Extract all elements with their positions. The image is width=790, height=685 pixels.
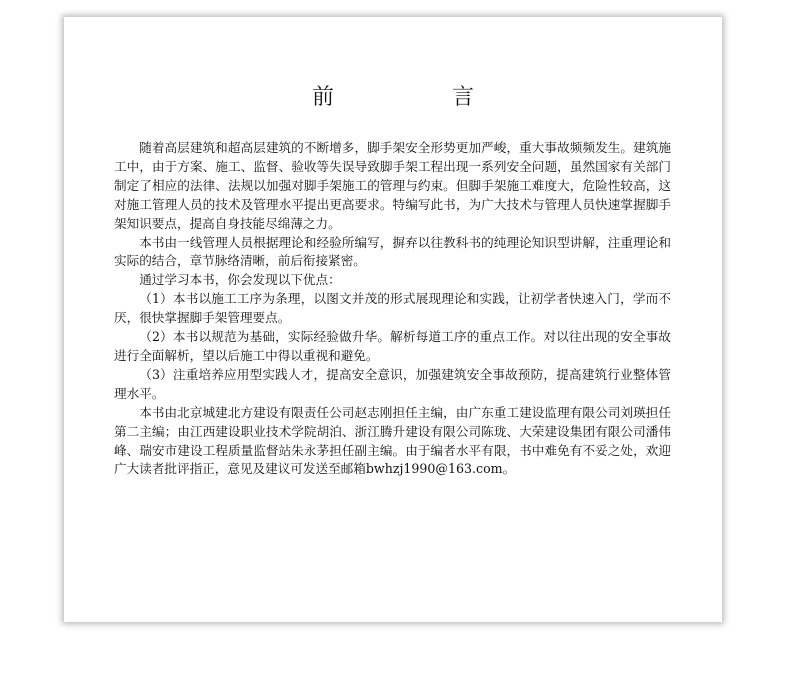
paragraph-advantage-3: （3）注重培养应用型实践人才，提高安全意识，加强建筑安全事故预防，提高建筑行业整体管理水平。 [114, 366, 671, 401]
preface-body [114, 139, 671, 479]
paragraph-advantage-2: （2）本书以规范为基础，实际经验做升华。解析每道工序的重点工作。对以往出现的安全事故进行全面解析，望以后施工中得以重视和避免。 [114, 329, 671, 363]
paragraph-advantage-1: （1）本书以施工工序为条理，以图文并茂的形式展现理论和实践，让初学者快速入门，学而不厌，很快掌握脚手架管理要点。 [114, 291, 671, 326]
page-title: 前 言 [311, 85, 522, 110]
paragraph-advantages-lead: 通过学习本书，你会发现以下优点： [139, 272, 341, 288]
paragraph-intro: 随着高层建筑和超高层建筑的不断增多，脚手架安全形势更加严峻，重大事故频频发生。建筑施工中，由于方案、施工、监督、验收等失误导致脚手架工程出现一系列安全问题，虽然国家有关部门制定了相应的法律、法规以加强对脚手架施工的管理与约束。但脚手架施工难度大，危险性较高，这对施工管理人员的技术及管理水平提出更高要求。特编写此书，为广大技术与管理人员快速掌握脚手架知识要点，提高自身技能尽绵薄之力。 [114, 140, 671, 231]
paragraph-editors: 本书由北京城建北方建设有限责任公司赵志刚担任主编，由广东重工建设监理有限公司刘瑛担任第二主编；由江西建设职业技术学院胡泊、浙江腾升建设有限公司陈珑、大荣建设集团有限公司潘伟峰、瑞安市建设工程质量监督站朱永茅担任副主编。由于编者水平有限，书中难免有不妥之处，欢迎广大读者批评指正，意见及建议可发送至邮箱bwhzj1990@163.com。 [114, 404, 671, 477]
paragraph-authorship: 本书由一线管理人员根据理论和经验所编写，摒弃以往教科书的纯理论知识型讲解，注重理论和实际的结合，章节脉络清晰，前后衔接紧密。 [114, 234, 671, 269]
document-page [64, 17, 722, 622]
